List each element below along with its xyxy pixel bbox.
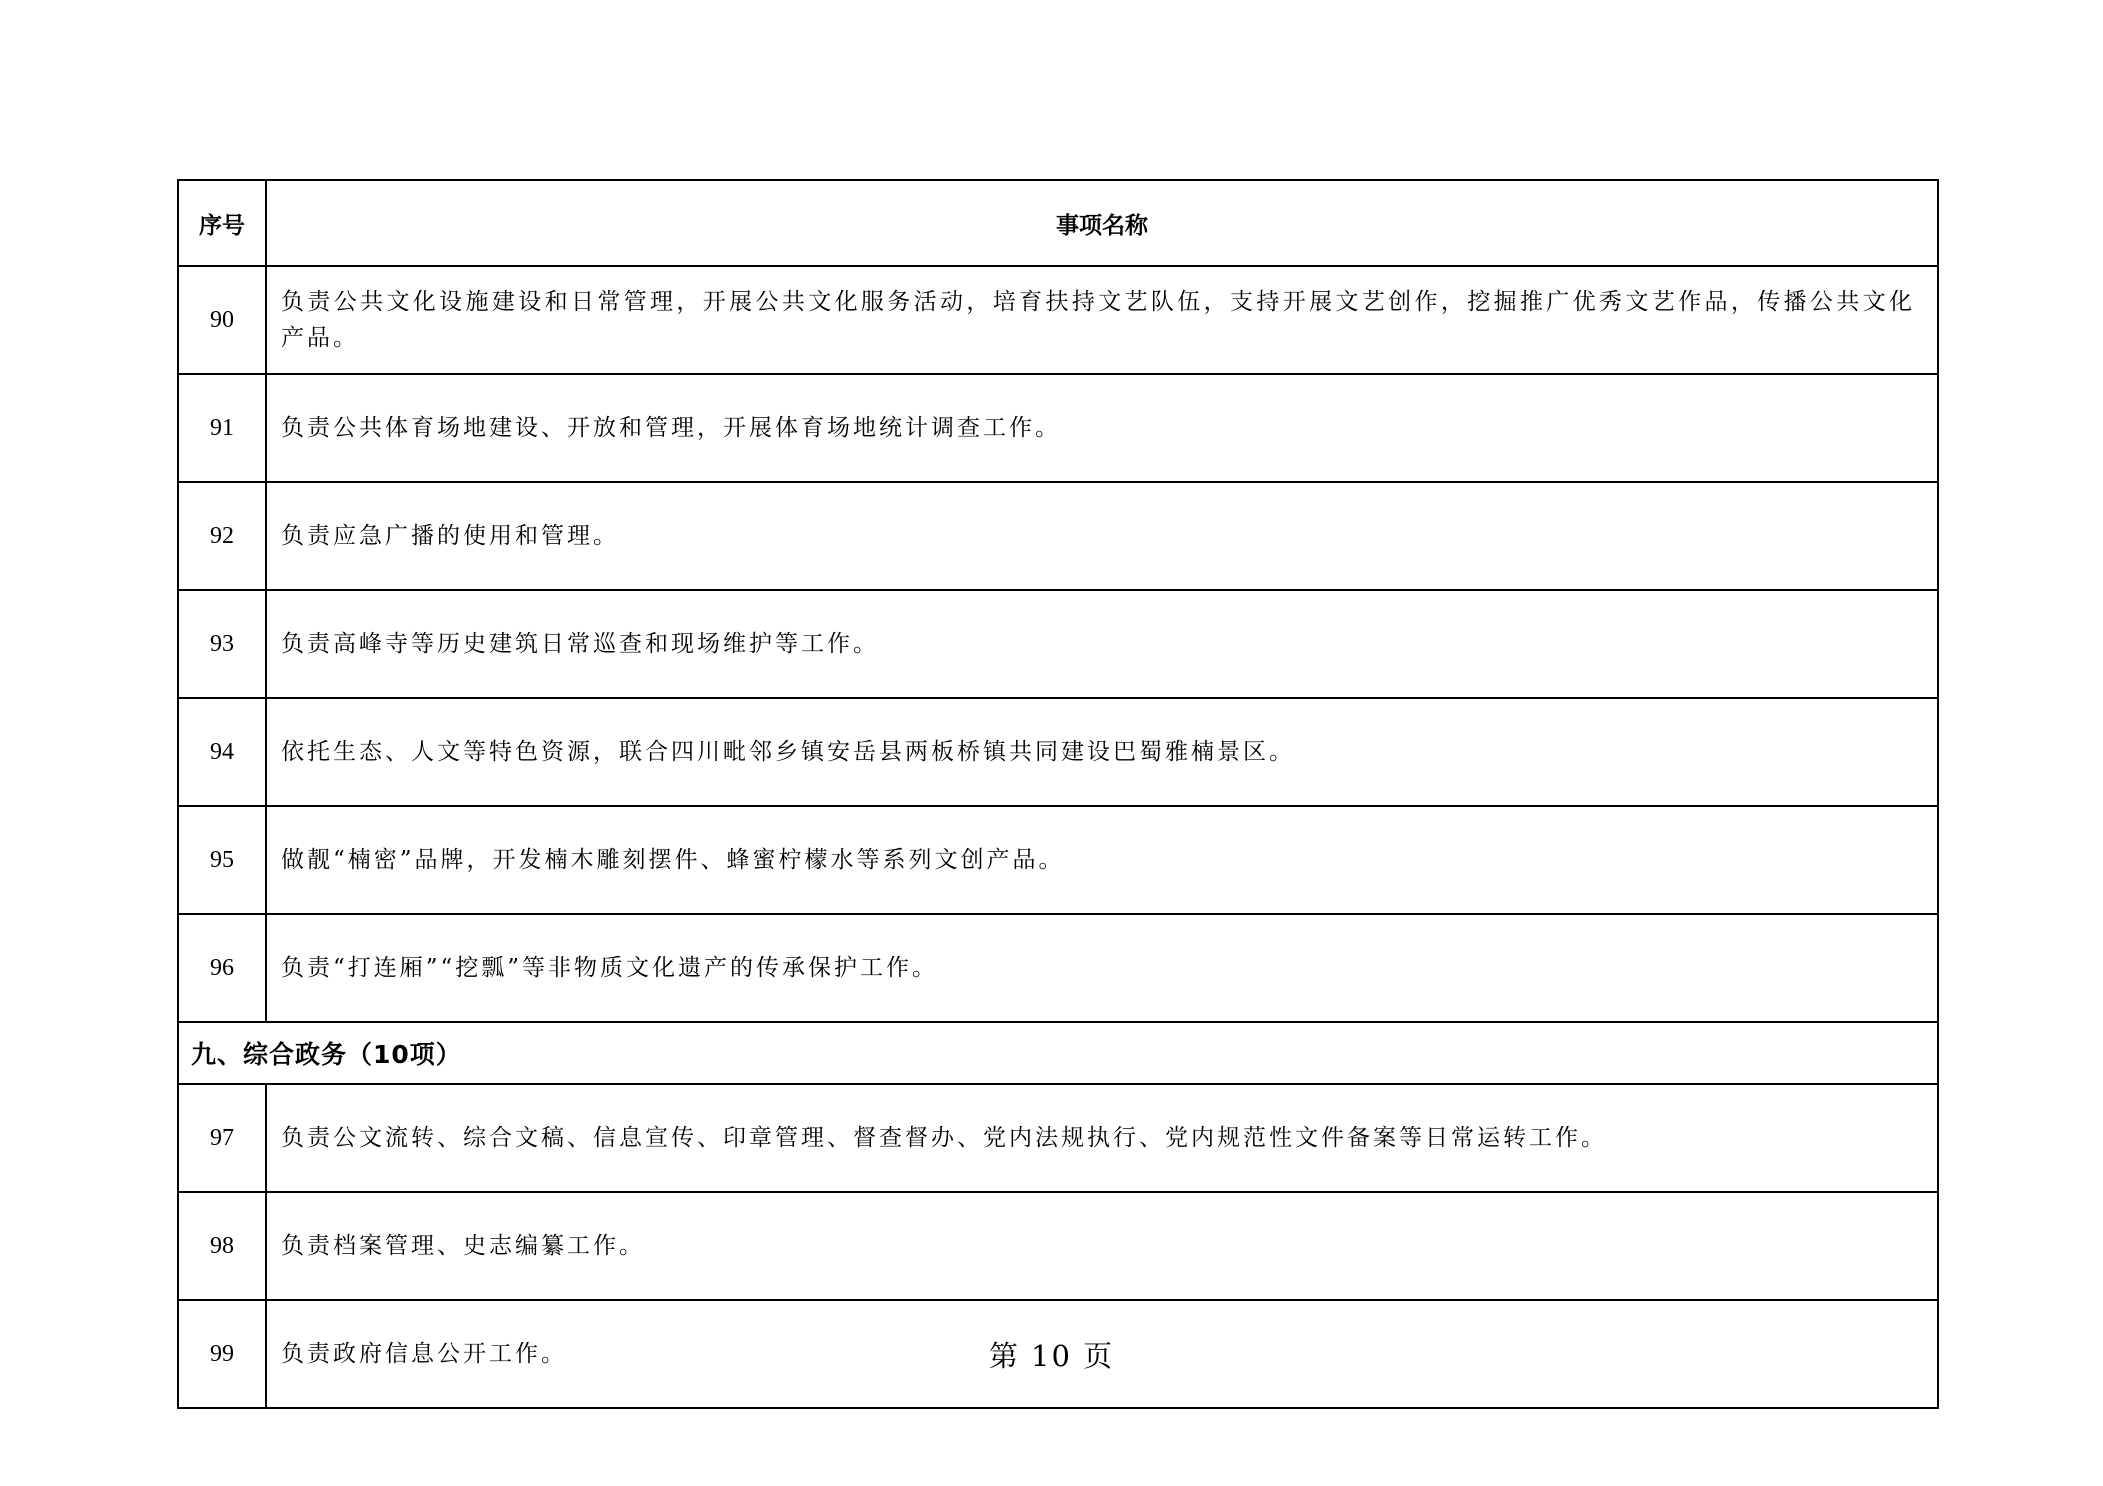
row-item-text: 负责高峰寺等历史建筑日常巡查和现场维护等工作。: [266, 590, 1938, 698]
table-row: [178, 806, 1938, 914]
row-item-text: 负责“打连厢”“挖瓢”等非物质文化遗产的传承保护工作。: [266, 914, 1938, 1022]
table-row: [178, 1192, 1938, 1300]
table-row: [178, 1084, 1938, 1192]
section-title: 九、综合政务（10项）: [178, 1022, 1938, 1084]
row-item-text: 负责公共体育场地建设、开放和管理，开展体育场地统计调查工作。: [266, 374, 1938, 482]
row-number: 96: [178, 914, 266, 1022]
row-number: 91: [178, 374, 266, 482]
row-number: 90: [178, 266, 266, 374]
page-number: 第 10 页: [988, 1339, 1115, 1373]
row-item-text: 做靓“楠密”品牌，开发楠木雕刻摆件、蜂蜜柠檬水等系列文创产品。: [266, 806, 1938, 914]
row-number: 95: [178, 806, 266, 914]
row-item-text: 负责政府信息公开工作。: [266, 1300, 1938, 1408]
row-item-text: 负责公文流转、综合文稿、信息宣传、印章管理、督查督办、党内法规执行、党内规范性文件备案等日常运转工作。: [266, 1084, 1938, 1192]
section-header-row: [178, 1022, 1938, 1084]
item-table-container: [177, 179, 1939, 1409]
row-number: 99: [178, 1300, 266, 1408]
header-serial-number: 序号: [178, 180, 266, 266]
item-table: [177, 179, 1939, 1409]
row-item-text: 负责公共文化设施建设和日常管理，开展公共文化服务活动，培育扶持文艺队伍，支持开展文艺创作，挖掘推广优秀文艺作品，传播公共文化产品。: [266, 266, 1938, 374]
row-number: 94: [178, 698, 266, 806]
row-number: 93: [178, 590, 266, 698]
table-row: [178, 374, 1938, 482]
table-row: [178, 266, 1938, 374]
table-row: [178, 698, 1938, 806]
table-row: [178, 590, 1938, 698]
row-number: 92: [178, 482, 266, 590]
table-header-row: [178, 180, 1938, 266]
table-row: [178, 914, 1938, 1022]
table-row: [178, 482, 1938, 590]
header-item-name: 事项名称: [266, 180, 1938, 266]
row-number: 97: [178, 1084, 266, 1192]
row-item-text: 负责应急广播的使用和管理。: [266, 482, 1938, 590]
row-item-text: 依托生态、人文等特色资源，联合四川毗邻乡镇安岳县两板桥镇共同建设巴蜀雅楠景区。: [266, 698, 1938, 806]
row-item-text: 负责档案管理、史志编纂工作。: [266, 1192, 1938, 1300]
row-number: 98: [178, 1192, 266, 1300]
